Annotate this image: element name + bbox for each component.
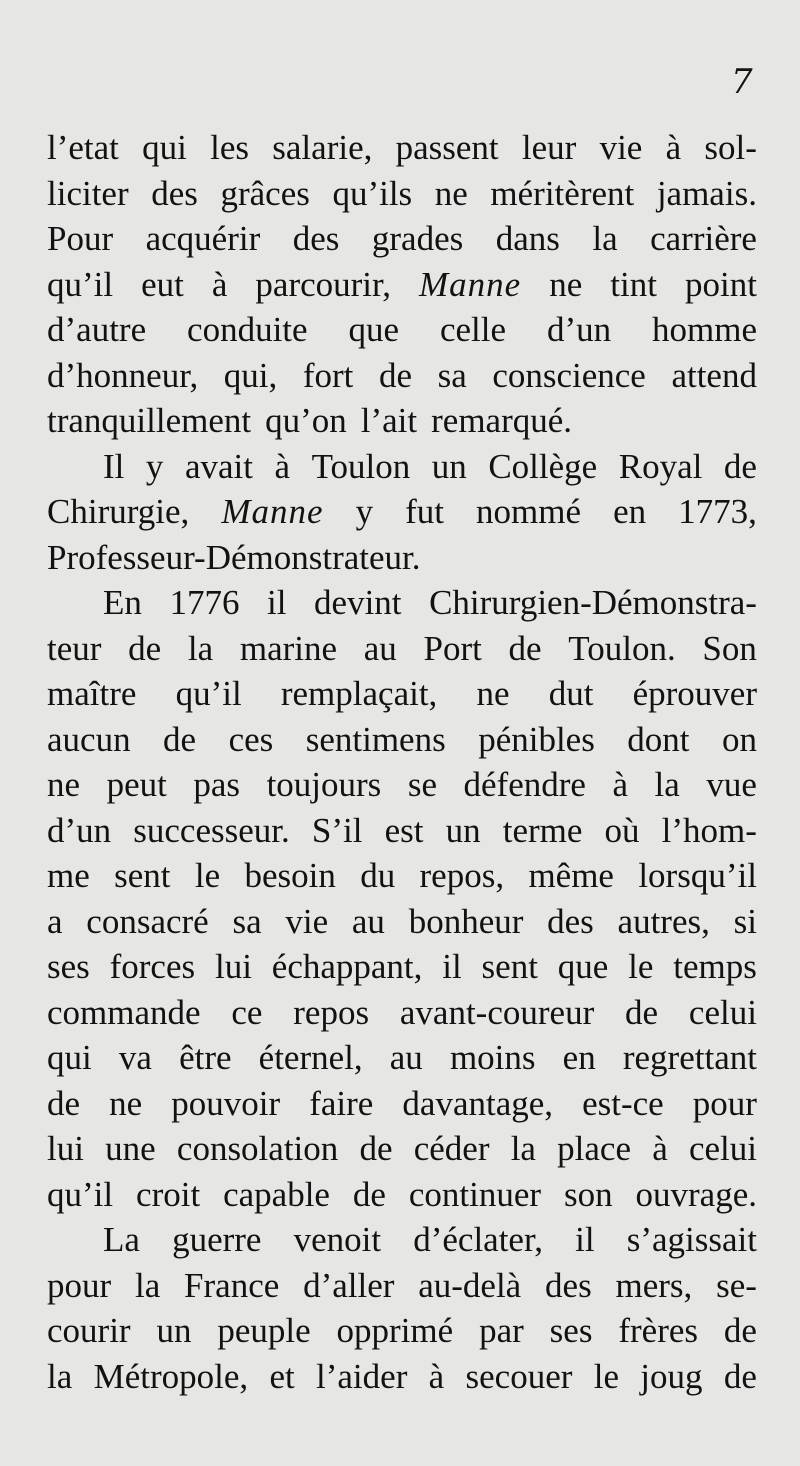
word: a [47,901,63,941]
word: qui [47,1038,92,1077]
word: défendre [463,765,586,804]
word: pas [193,765,241,804]
word: ne [47,765,81,804]
word: ces [228,719,274,759]
word: des [545,1265,592,1305]
word: sa [437,355,467,395]
word: la [47,1356,73,1396]
word: continuer [408,1174,542,1214]
text-line [47,356,757,402]
word: davantage, [402,1083,554,1123]
word: l’ait [360,401,418,440]
word: l’etat [47,128,119,167]
word: qui [142,128,187,167]
word: remplaçait, [280,674,438,713]
text-line [47,765,757,811]
word: acquérir [145,219,261,258]
text-line [47,720,757,766]
word: teur [47,628,102,668]
word: 1773, [678,492,757,531]
word: conscience [492,355,646,395]
word: Royal [618,446,703,486]
word: sa [232,901,262,941]
word: salarie, [272,128,373,167]
word: de [508,628,542,668]
word: y [145,446,164,486]
word: les [210,128,250,167]
word: secouer [465,1356,573,1396]
text-line [47,174,757,220]
word: opprimé [336,1311,454,1350]
word: être [179,1038,232,1077]
text-line [47,811,757,857]
word: sent [481,947,538,986]
word: La [103,1220,140,1259]
text-line [47,265,757,311]
text-line [47,128,757,174]
word: devint [314,583,402,622]
word: Port [423,628,482,668]
word: marine [239,628,338,668]
word: se [407,765,437,804]
word: guerre [172,1220,262,1259]
word: à [428,1356,445,1396]
word: peut [106,765,167,804]
word: France [184,1265,280,1305]
word: de [352,1174,386,1214]
word: de [128,628,162,668]
word: des [151,173,198,213]
text-line [47,310,757,356]
text-line [47,629,757,675]
word: le [194,856,221,895]
word: temps [673,947,757,986]
word: qu’il [175,674,242,713]
text-line [47,538,757,584]
word: qui, [223,355,278,395]
word: des [292,219,340,258]
word: il [267,583,287,622]
text-line [47,902,757,948]
word: Toulon. [568,628,676,668]
word: des [547,901,594,941]
word: vie [599,128,643,167]
word: d’un [546,310,612,349]
word: S’il [311,810,363,850]
word: vie [285,901,329,941]
word: un [156,1311,192,1350]
word: pouvoir [171,1083,281,1123]
word: il [575,1220,595,1259]
word: successeur. [133,810,290,850]
word: la [592,219,618,258]
word: même [528,856,614,895]
word: en [562,1038,596,1077]
text-line [47,1357,757,1403]
text-line [47,674,757,720]
word: il [442,947,462,986]
word: de [47,1083,81,1123]
text-line [47,219,757,265]
word: forces [109,947,196,986]
word: Son [702,628,757,668]
word: parcourir, [255,264,392,304]
text-line [47,1084,757,1130]
word: courir [47,1311,131,1350]
word: peuple [217,1311,311,1350]
word: fut [405,492,444,531]
word: de [723,1311,757,1350]
word: un [431,446,467,486]
text-line [47,583,757,629]
word: qu’il [47,264,114,304]
word: une [105,1129,156,1168]
word: de [723,1356,757,1396]
word: éprouver [632,674,757,713]
word: vue [706,765,757,804]
word: celui [688,1129,757,1168]
word: à [652,1129,668,1168]
word: d’aller [303,1265,395,1305]
word: un [445,810,481,850]
word: d’éclater, [413,1220,543,1259]
word: s’agissait [626,1220,757,1259]
word: ne [109,1083,143,1123]
word: si [733,901,757,941]
word: passent [395,128,499,167]
word: grâces [220,173,310,213]
word: consolation [176,1129,339,1168]
text-line [47,1220,757,1266]
word: pénibles [478,719,595,759]
word: Manne [221,492,324,531]
word: regrettant [622,1038,757,1077]
word: toujours [266,765,382,804]
word: venoit [293,1220,382,1259]
word: au [363,628,397,668]
word: à [211,264,228,304]
word: ne [476,674,510,713]
word: remarqué. [431,401,573,440]
word: la [134,1265,161,1305]
word: qu’il [47,1174,114,1214]
word: à [612,765,629,804]
word: conduite [187,310,308,349]
word: est [384,810,424,850]
word: Chirurgien-Démonstra- [429,583,757,622]
word: et [269,1356,295,1396]
word: lui [214,947,252,986]
word: leur [521,128,577,167]
word: le [593,1356,619,1396]
word: son [563,1174,613,1214]
word: commande [47,992,201,1032]
word: tranquillement [47,401,252,440]
text-line [47,1311,757,1357]
word: qu’on [265,401,347,440]
word: Pour [47,219,114,258]
word: d’autre [47,310,147,349]
word: place [557,1129,631,1168]
text-line [47,1175,757,1221]
word: au-delà [418,1265,522,1305]
word: ne [549,264,583,304]
word: l’hom- [661,810,757,850]
word: bonheur [408,901,524,941]
word: ses [549,1311,593,1350]
word: d’honneur, [47,355,199,395]
word: Collège [488,446,598,486]
word: nommé [476,492,582,531]
word: céder [413,1129,490,1168]
word: le [628,947,654,986]
word: l’aider [316,1356,408,1396]
word: avait [184,446,253,486]
word: maître [47,674,137,713]
word: consacré [86,901,209,941]
word: Toulon [311,446,411,486]
word: avant-coureur [399,992,595,1032]
word: besoin [244,856,336,895]
word: ouvrage. [635,1174,757,1214]
word: grades [371,219,464,258]
word: du [360,856,396,895]
word: faire [309,1083,374,1123]
word: Manne [419,264,522,304]
text-line [47,447,757,493]
word: me [47,856,90,895]
word: de [359,1129,393,1168]
word: attend [671,355,757,395]
word: capable [223,1174,330,1214]
word: à [274,446,291,486]
word: ce [231,992,263,1032]
word: lui [47,1129,84,1168]
word: dont [627,719,690,759]
word: d’un [47,810,112,850]
word: en [613,492,647,531]
word: Professeur-Démonstrateur. [47,537,421,577]
word: lorsqu’il [638,856,757,895]
text-line [47,492,757,538]
body-text [47,128,757,1402]
word: de [625,992,659,1032]
word: ne [434,173,468,213]
word: méritèrent [490,173,635,213]
page-number: 7 [731,62,753,102]
text-line [47,401,757,447]
word: moins [449,1038,536,1077]
word: la [654,765,680,804]
text-line [47,1129,757,1175]
word: jamais. [656,173,757,213]
word: liciter [47,173,129,213]
word: croit [136,1174,201,1214]
word: se- [716,1265,757,1305]
word: on [722,719,757,759]
word: de [163,719,197,759]
word: y [355,492,374,531]
word: ses [47,947,90,986]
word: la [510,1129,536,1168]
word: dans [495,219,560,258]
word: terme [502,810,583,850]
text-line [47,1038,757,1084]
word: joug [640,1356,703,1396]
word: de [378,355,413,395]
word: tint [610,264,657,304]
word: point [684,264,757,304]
word: que [348,310,400,349]
word: eut [141,264,184,304]
word: celui [688,992,757,1032]
word: dut [548,674,594,713]
word: qu’ils [332,173,413,213]
word: au [389,1038,423,1077]
word: à [665,128,682,167]
text-line [47,856,757,902]
word: Chirurgie, [47,492,190,531]
word: éternel, [258,1038,363,1077]
word: sent [114,856,171,895]
word: sol- [704,128,757,167]
word: 1776 [169,583,240,622]
word: Métropole, [93,1356,249,1396]
word: Il [103,446,125,486]
word: que [557,947,609,986]
text-line [47,1266,757,1312]
word: échappant, [271,947,423,986]
word: mers, [615,1265,693,1305]
word: carrière [650,219,757,258]
word: repos, [419,856,505,895]
word: frères [618,1311,698,1350]
word: est-ce [582,1083,664,1123]
word: où [604,810,640,850]
word: va [118,1038,152,1077]
word: autres, [617,901,710,941]
word: sentimens [305,719,446,759]
word: de [723,446,757,486]
word: homme [652,310,757,349]
text-line [47,993,757,1039]
word: repos [293,992,370,1032]
word: aucun [47,719,131,759]
text-line [47,947,757,993]
word: fort [302,355,354,395]
word: au [351,901,385,941]
word: En [103,583,142,622]
word: par [479,1311,524,1350]
word: celle [439,310,507,349]
word: pour [692,1083,757,1123]
word: pour [47,1265,112,1305]
word: la [187,628,214,668]
